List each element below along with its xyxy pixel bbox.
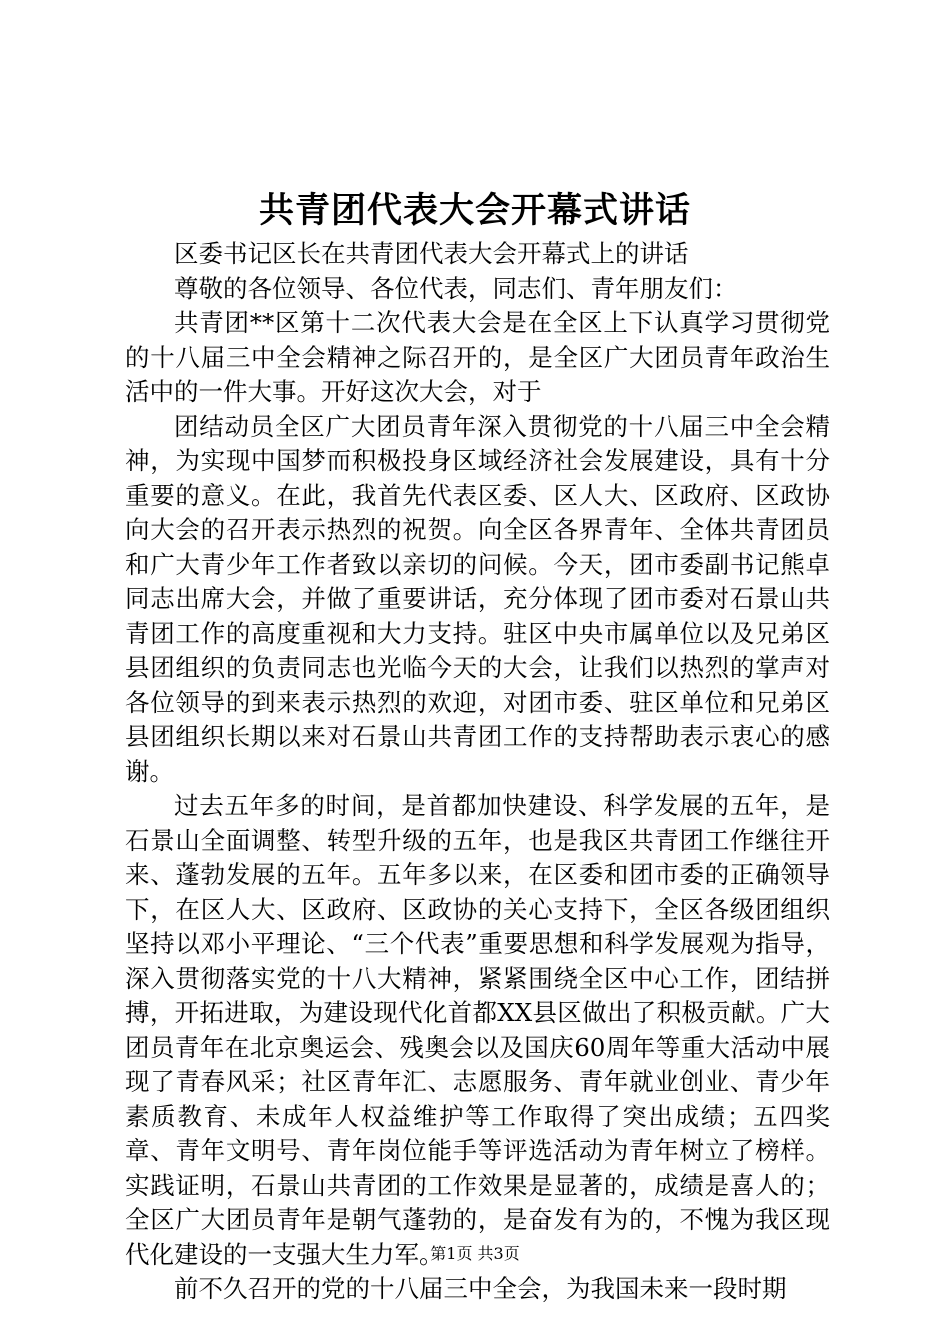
body-paragraph: 过去五年多的时间，是首都加快建设、科学发展的五年，是石景山全面调整、转型升级的五年，也是我区共青团工作继往开来、蓬勃发展的五年。五年多以来，在区委和团市委的正确领导下，在区人大、区政府、区政协的关心支持下，全区各级团组织坚持以邓小平理论、“三个代表”重要思想和科学发展观为指导，深入贯彻落实党的十八大精神，紧紧围绕全区中心工作，团结拼搏，开拓进取，为建设现代化首都XX县区做出了积极贡献。广大团员青年在北京奥运会、残奥会以及国庆60周年等重大活动中展现了青春风采；社区青年汇、志愿服务、青年就业创业、青少年素质教育、未成年人权益维护等工作取得了突出成绩；五四奖章、青年文明号、青年岗位能手等评选活动为青年树立了榜样。实践证明，石景山共青团的工作效果是显著的，成绩是喜人的；全区广大团员青年是朝气蓬勃的，是奋发有为的，不愧为我区现代化建设的一支强大生力军。	[125, 791, 830, 1269]
document-title: 共青团代表大会开幕式讲话	[258, 190, 691, 231]
body-paragraph: 团结动员全区广大团员青年深入贯彻党的十八届三中全会精神，为实现中国梦而积极投身区域经济社会发展建设，具有十分重要的意义。在此，我首先代表区委、区人大、区政府、区政协向大会的召开表示热烈的祝贺。向全区各界青年、全体共青团员和广大青少年工作者致以亲切的问候。今天，团市委副书记熊卓同志出席大会，并做了重要讲话，充分体现了团市委对石景山共青团工作的高度重视和大力支持。驻区中央市属单位以及兄弟区县团组织的负责同志也光临今天的大会，让我们以热烈的掌声对各位领导的到来表示热烈的欢迎，对团市委、驻区单位和兄弟区县团组织长期以来对石景山共青团工作的支持帮助表示衷心的感谢。	[125, 411, 830, 786]
body-paragraph: 共青团**区第十二次代表大会是在全区上下认真学习贯彻党的十八届三中全会精神之际召开的，是全区广大团员青年政治生活中的一件大事。开好这次大会，对于	[125, 308, 830, 406]
salutation-paragraph: 尊敬的各位领导、各位代表，同志们、青年朋友们：	[174, 273, 738, 303]
page-footer: 第1页 共3页	[430, 1244, 520, 1263]
subtitle-paragraph: 区委书记区长在共青团代表大会开幕式上的讲话	[174, 239, 689, 268]
document-body	[125, 237, 830, 1307]
body-paragraph: 前不久召开的党的十八届三中全会，为我国未来一段时期	[174, 1274, 787, 1303]
